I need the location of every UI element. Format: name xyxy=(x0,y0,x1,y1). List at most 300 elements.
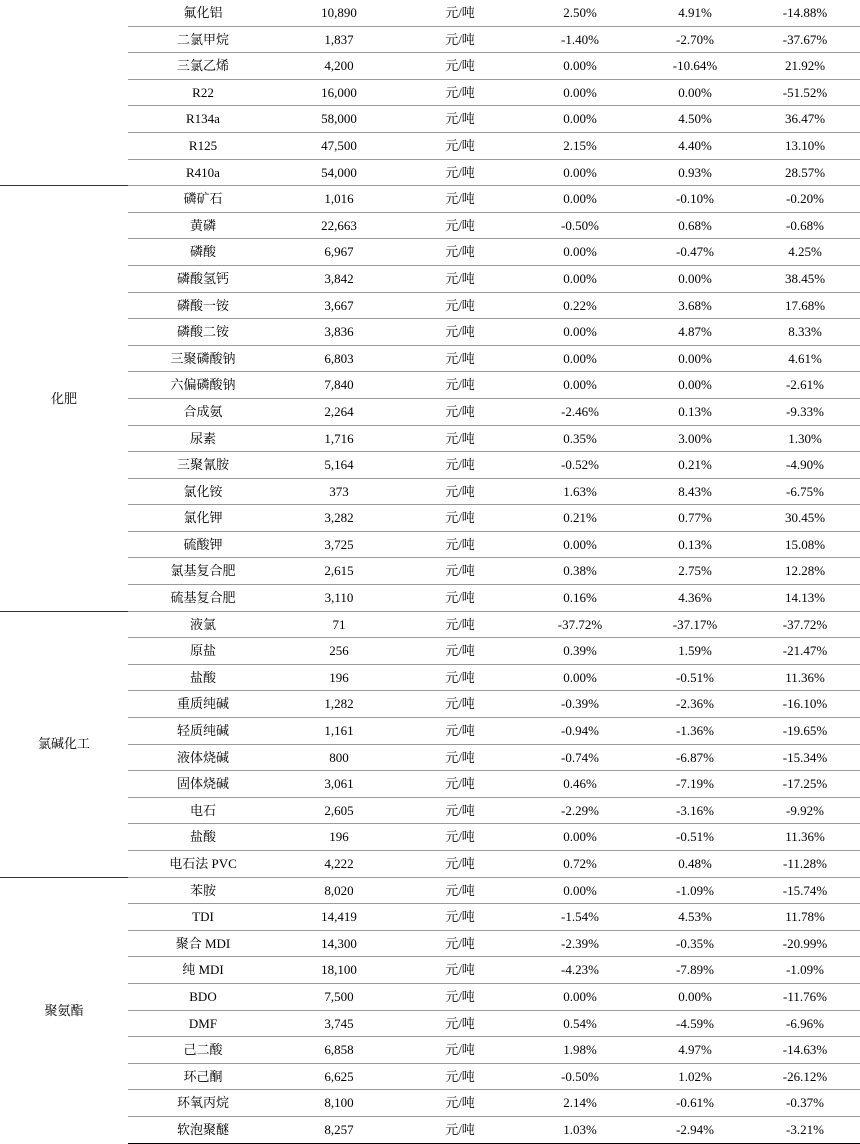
unit-cell: 元/吨 xyxy=(400,957,520,984)
change-1-cell: 0.00% xyxy=(520,983,640,1010)
change-2-cell: 0.00% xyxy=(640,345,750,372)
product-name-cell: R125 xyxy=(128,132,278,159)
table-row xyxy=(0,691,860,718)
table-row xyxy=(0,398,860,425)
table-row xyxy=(0,558,860,585)
unit-cell: 元/吨 xyxy=(400,824,520,851)
change-2-cell: -0.51% xyxy=(640,664,750,691)
change-1-cell: -0.74% xyxy=(520,744,640,771)
change-1-cell: 0.00% xyxy=(520,79,640,106)
change-2-cell: 3.00% xyxy=(640,425,750,452)
change-2-cell: 2.75% xyxy=(640,558,750,585)
change-2-cell: 0.00% xyxy=(640,265,750,292)
change-1-cell: 0.00% xyxy=(520,239,640,266)
product-name-cell: 软泡聚醚 xyxy=(128,1116,278,1143)
product-name-cell: R410a xyxy=(128,159,278,186)
change-2-cell: 0.13% xyxy=(640,398,750,425)
unit-cell: 元/吨 xyxy=(400,159,520,186)
price-cell: 6,967 xyxy=(278,239,400,266)
change-2-cell: 4.53% xyxy=(640,904,750,931)
change-3-cell: -0.37% xyxy=(750,1090,860,1117)
unit-cell: 元/吨 xyxy=(400,398,520,425)
change-1-cell: 0.00% xyxy=(520,531,640,558)
change-1-cell: -0.52% xyxy=(520,452,640,479)
change-1-cell: -37.72% xyxy=(520,611,640,638)
price-cell: 14,300 xyxy=(278,930,400,957)
unit-cell: 元/吨 xyxy=(400,1010,520,1037)
table-row xyxy=(0,1063,860,1090)
change-2-cell: -0.61% xyxy=(640,1090,750,1117)
change-2-cell: -7.89% xyxy=(640,957,750,984)
change-3-cell: -37.72% xyxy=(750,611,860,638)
unit-cell: 元/吨 xyxy=(400,664,520,691)
change-2-cell: -10.64% xyxy=(640,53,750,80)
change-1-cell: 0.00% xyxy=(520,319,640,346)
change-2-cell: 4.91% xyxy=(640,0,750,26)
change-2-cell: -37.17% xyxy=(640,611,750,638)
change-1-cell: 0.72% xyxy=(520,851,640,878)
unit-cell: 元/吨 xyxy=(400,904,520,931)
unit-cell: 元/吨 xyxy=(400,851,520,878)
change-1-cell: 0.22% xyxy=(520,292,640,319)
table-row xyxy=(0,505,860,532)
table-row xyxy=(0,372,860,399)
unit-cell: 元/吨 xyxy=(400,319,520,346)
change-3-cell: -6.75% xyxy=(750,478,860,505)
change-1-cell: -2.29% xyxy=(520,797,640,824)
change-2-cell: -1.09% xyxy=(640,877,750,904)
table-row xyxy=(0,1010,860,1037)
change-1-cell: -1.54% xyxy=(520,904,640,931)
table-row xyxy=(0,797,860,824)
product-name-cell: TDI xyxy=(128,904,278,931)
change-1-cell: 0.00% xyxy=(520,186,640,213)
product-name-cell: R22 xyxy=(128,79,278,106)
change-3-cell: 28.57% xyxy=(750,159,860,186)
price-cell: 7,840 xyxy=(278,372,400,399)
change-1-cell: 1.63% xyxy=(520,478,640,505)
table-row xyxy=(0,212,860,239)
price-cell: 800 xyxy=(278,744,400,771)
product-name-cell: 尿素 xyxy=(128,425,278,452)
change-1-cell: 0.54% xyxy=(520,1010,640,1037)
product-name-cell: 磷酸氢钙 xyxy=(128,265,278,292)
price-cell: 22,663 xyxy=(278,212,400,239)
change-3-cell: 38.45% xyxy=(750,265,860,292)
product-name-cell: 三聚磷酸钠 xyxy=(128,345,278,372)
product-name-cell: 电石法 PVC xyxy=(128,851,278,878)
change-2-cell: 0.00% xyxy=(640,983,750,1010)
change-3-cell: -1.09% xyxy=(750,957,860,984)
unit-cell: 元/吨 xyxy=(400,53,520,80)
product-name-cell: 氟化铝 xyxy=(128,0,278,26)
product-name-cell: 磷酸一铵 xyxy=(128,292,278,319)
change-3-cell: 11.36% xyxy=(750,664,860,691)
change-1-cell: 0.00% xyxy=(520,877,640,904)
price-cell: 4,222 xyxy=(278,851,400,878)
price-cell: 3,667 xyxy=(278,292,400,319)
price-cell: 3,110 xyxy=(278,585,400,612)
product-name-cell: 环己酮 xyxy=(128,1063,278,1090)
change-1-cell: -2.39% xyxy=(520,930,640,957)
change-2-cell: 1.59% xyxy=(640,638,750,665)
price-cell: 1,716 xyxy=(278,425,400,452)
product-name-cell: 氯化铵 xyxy=(128,478,278,505)
product-name-cell: 氯基复合肥 xyxy=(128,558,278,585)
table-row xyxy=(0,744,860,771)
table-row xyxy=(0,186,860,213)
change-1-cell: 0.38% xyxy=(520,558,640,585)
change-3-cell: -4.90% xyxy=(750,452,860,479)
product-name-cell: R134a xyxy=(128,106,278,133)
change-1-cell: 0.00% xyxy=(520,345,640,372)
product-name-cell: 三氯乙烯 xyxy=(128,53,278,80)
price-cell: 47,500 xyxy=(278,132,400,159)
change-3-cell: -9.92% xyxy=(750,797,860,824)
change-2-cell: 4.50% xyxy=(640,106,750,133)
unit-cell: 元/吨 xyxy=(400,930,520,957)
unit-cell: 元/吨 xyxy=(400,132,520,159)
change-2-cell: -4.59% xyxy=(640,1010,750,1037)
table-row xyxy=(0,983,860,1010)
table-row xyxy=(0,1037,860,1064)
change-2-cell: 4.40% xyxy=(640,132,750,159)
change-2-cell: 4.36% xyxy=(640,585,750,612)
change-2-cell: -2.36% xyxy=(640,691,750,718)
change-1-cell: 0.39% xyxy=(520,638,640,665)
product-name-cell: 三聚氰胺 xyxy=(128,452,278,479)
price-cell: 256 xyxy=(278,638,400,665)
price-cell: 58,000 xyxy=(278,106,400,133)
change-3-cell: -20.99% xyxy=(750,930,860,957)
table-row xyxy=(0,159,860,186)
change-3-cell: 1.30% xyxy=(750,425,860,452)
unit-cell: 元/吨 xyxy=(400,1063,520,1090)
change-3-cell: 17.68% xyxy=(750,292,860,319)
change-1-cell: -2.46% xyxy=(520,398,640,425)
unit-cell: 元/吨 xyxy=(400,744,520,771)
price-cell: 4,200 xyxy=(278,53,400,80)
change-2-cell: -6.87% xyxy=(640,744,750,771)
table-row xyxy=(0,771,860,798)
category-cell xyxy=(0,0,128,186)
change-2-cell: 4.87% xyxy=(640,319,750,346)
unit-cell: 元/吨 xyxy=(400,452,520,479)
change-1-cell: -0.94% xyxy=(520,718,640,745)
price-cell: 8,100 xyxy=(278,1090,400,1117)
unit-cell: 元/吨 xyxy=(400,26,520,53)
change-3-cell: -16.10% xyxy=(750,691,860,718)
change-2-cell: 4.97% xyxy=(640,1037,750,1064)
price-cell: 196 xyxy=(278,824,400,851)
unit-cell: 元/吨 xyxy=(400,79,520,106)
change-1-cell: 1.98% xyxy=(520,1037,640,1064)
price-cell: 6,803 xyxy=(278,345,400,372)
table-row xyxy=(0,904,860,931)
change-1-cell: 0.21% xyxy=(520,505,640,532)
change-3-cell: 15.08% xyxy=(750,531,860,558)
price-cell: 3,061 xyxy=(278,771,400,798)
change-3-cell: -15.74% xyxy=(750,877,860,904)
price-cell: 18,100 xyxy=(278,957,400,984)
product-name-cell: 重质纯碱 xyxy=(128,691,278,718)
unit-cell: 元/吨 xyxy=(400,372,520,399)
table-row xyxy=(0,957,860,984)
table-row xyxy=(0,930,860,957)
change-2-cell: 8.43% xyxy=(640,478,750,505)
change-3-cell: -9.33% xyxy=(750,398,860,425)
change-3-cell: -21.47% xyxy=(750,638,860,665)
table-row xyxy=(0,611,860,638)
price-cell: 16,000 xyxy=(278,79,400,106)
unit-cell: 元/吨 xyxy=(400,983,520,1010)
price-cell: 1,161 xyxy=(278,718,400,745)
price-cell: 8,020 xyxy=(278,877,400,904)
unit-cell: 元/吨 xyxy=(400,1116,520,1143)
price-cell: 3,282 xyxy=(278,505,400,532)
change-1-cell: -0.39% xyxy=(520,691,640,718)
change-2-cell: 1.02% xyxy=(640,1063,750,1090)
change-2-cell: 0.00% xyxy=(640,79,750,106)
product-name-cell: 二氯甲烷 xyxy=(128,26,278,53)
change-3-cell: 14.13% xyxy=(750,585,860,612)
price-cell: 3,725 xyxy=(278,531,400,558)
price-cell: 6,858 xyxy=(278,1037,400,1064)
product-name-cell: 盐酸 xyxy=(128,664,278,691)
unit-cell: 元/吨 xyxy=(400,585,520,612)
change-3-cell: -51.52% xyxy=(750,79,860,106)
change-3-cell: -11.28% xyxy=(750,851,860,878)
unit-cell: 元/吨 xyxy=(400,771,520,798)
change-1-cell: 0.00% xyxy=(520,106,640,133)
product-name-cell: BDO xyxy=(128,983,278,1010)
price-cell: 8,257 xyxy=(278,1116,400,1143)
change-3-cell: -2.61% xyxy=(750,372,860,399)
product-name-cell: 磷酸 xyxy=(128,239,278,266)
price-cell: 10,890 xyxy=(278,0,400,26)
unit-cell: 元/吨 xyxy=(400,718,520,745)
table-row xyxy=(0,265,860,292)
product-name-cell: 液体烧碱 xyxy=(128,744,278,771)
change-1-cell: 2.15% xyxy=(520,132,640,159)
price-cell: 5,164 xyxy=(278,452,400,479)
table-row xyxy=(0,26,860,53)
change-1-cell: 2.50% xyxy=(520,0,640,26)
table-row xyxy=(0,1090,860,1117)
price-cell: 2,615 xyxy=(278,558,400,585)
price-cell: 3,836 xyxy=(278,319,400,346)
product-name-cell: 氯化钾 xyxy=(128,505,278,532)
change-3-cell: 11.36% xyxy=(750,824,860,851)
change-1-cell: 0.00% xyxy=(520,824,640,851)
table-row xyxy=(0,239,860,266)
table-row xyxy=(0,292,860,319)
change-2-cell: -3.16% xyxy=(640,797,750,824)
price-cell: 196 xyxy=(278,664,400,691)
change-1-cell: -0.50% xyxy=(520,1063,640,1090)
change-3-cell: -0.20% xyxy=(750,186,860,213)
change-1-cell: 2.14% xyxy=(520,1090,640,1117)
product-name-cell: 六偏磷酸钠 xyxy=(128,372,278,399)
price-cell: 1,016 xyxy=(278,186,400,213)
price-cell: 373 xyxy=(278,478,400,505)
change-3-cell: -14.88% xyxy=(750,0,860,26)
price-cell: 2,605 xyxy=(278,797,400,824)
unit-cell: 元/吨 xyxy=(400,877,520,904)
unit-cell: 元/吨 xyxy=(400,186,520,213)
change-3-cell: -37.67% xyxy=(750,26,860,53)
change-3-cell: 30.45% xyxy=(750,505,860,532)
change-2-cell: 0.68% xyxy=(640,212,750,239)
table-row xyxy=(0,425,860,452)
change-2-cell: -2.70% xyxy=(640,26,750,53)
price-cell: 3,745 xyxy=(278,1010,400,1037)
unit-cell: 元/吨 xyxy=(400,691,520,718)
change-1-cell: 0.35% xyxy=(520,425,640,452)
change-3-cell: 36.47% xyxy=(750,106,860,133)
change-2-cell: 0.93% xyxy=(640,159,750,186)
product-name-cell: 环氧丙烷 xyxy=(128,1090,278,1117)
unit-cell: 元/吨 xyxy=(400,212,520,239)
change-3-cell: 21.92% xyxy=(750,53,860,80)
product-name-cell: 磷矿石 xyxy=(128,186,278,213)
change-2-cell: 0.00% xyxy=(640,372,750,399)
unit-cell: 元/吨 xyxy=(400,106,520,133)
table-row xyxy=(0,664,860,691)
change-2-cell: 0.48% xyxy=(640,851,750,878)
product-name-cell: 液氯 xyxy=(128,611,278,638)
price-cell: 14,419 xyxy=(278,904,400,931)
change-1-cell: 0.00% xyxy=(520,265,640,292)
price-cell: 54,000 xyxy=(278,159,400,186)
price-cell: 1,282 xyxy=(278,691,400,718)
unit-cell: 元/吨 xyxy=(400,797,520,824)
unit-cell: 元/吨 xyxy=(400,505,520,532)
product-name-cell: 轻质纯碱 xyxy=(128,718,278,745)
unit-cell: 元/吨 xyxy=(400,239,520,266)
unit-cell: 元/吨 xyxy=(400,425,520,452)
price-cell: 3,842 xyxy=(278,265,400,292)
product-name-cell: 硫基复合肥 xyxy=(128,585,278,612)
product-name-cell: 聚合 MDI xyxy=(128,930,278,957)
product-name-cell: 硫酸钾 xyxy=(128,531,278,558)
change-3-cell: -14.63% xyxy=(750,1037,860,1064)
change-1-cell: -0.50% xyxy=(520,212,640,239)
table-row xyxy=(0,132,860,159)
unit-cell: 元/吨 xyxy=(400,345,520,372)
change-1-cell: 0.00% xyxy=(520,159,640,186)
change-2-cell: 3.68% xyxy=(640,292,750,319)
change-1-cell: 0.16% xyxy=(520,585,640,612)
price-cell: 6,625 xyxy=(278,1063,400,1090)
change-1-cell: -1.40% xyxy=(520,26,640,53)
price-cell: 7,500 xyxy=(278,983,400,1010)
product-name-cell: 纯 MDI xyxy=(128,957,278,984)
change-1-cell: 0.46% xyxy=(520,771,640,798)
price-cell: 71 xyxy=(278,611,400,638)
change-1-cell: 0.00% xyxy=(520,372,640,399)
change-3-cell: 4.25% xyxy=(750,239,860,266)
change-3-cell: -3.21% xyxy=(750,1116,860,1143)
change-3-cell: 4.61% xyxy=(750,345,860,372)
change-3-cell: 11.78% xyxy=(750,904,860,931)
table-row xyxy=(0,319,860,346)
change-1-cell: 0.00% xyxy=(520,53,640,80)
price-cell: 1,837 xyxy=(278,26,400,53)
change-3-cell: -15.34% xyxy=(750,744,860,771)
change-2-cell: 0.21% xyxy=(640,452,750,479)
product-name-cell: 己二酸 xyxy=(128,1037,278,1064)
change-2-cell: -2.94% xyxy=(640,1116,750,1143)
change-3-cell: 12.28% xyxy=(750,558,860,585)
change-3-cell: -26.12% xyxy=(750,1063,860,1090)
unit-cell: 元/吨 xyxy=(400,265,520,292)
table-row xyxy=(0,638,860,665)
change-1-cell: 1.03% xyxy=(520,1116,640,1143)
product-name-cell: 电石 xyxy=(128,797,278,824)
table-row xyxy=(0,345,860,372)
unit-cell: 元/吨 xyxy=(400,1090,520,1117)
product-name-cell: 合成氨 xyxy=(128,398,278,425)
table-row xyxy=(0,0,860,26)
product-name-cell: 磷酸二铵 xyxy=(128,319,278,346)
table-row xyxy=(0,79,860,106)
unit-cell: 元/吨 xyxy=(400,1037,520,1064)
category-cell: 氯碱化工 xyxy=(0,611,128,877)
unit-cell: 元/吨 xyxy=(400,292,520,319)
unit-cell: 元/吨 xyxy=(400,611,520,638)
product-name-cell: 原盐 xyxy=(128,638,278,665)
category-cell: 化肥 xyxy=(0,186,128,612)
table-row xyxy=(0,452,860,479)
unit-cell: 元/吨 xyxy=(400,531,520,558)
category-cell: 聚氨酯 xyxy=(0,877,128,1143)
change-2-cell: -1.36% xyxy=(640,718,750,745)
product-name-cell: 盐酸 xyxy=(128,824,278,851)
change-2-cell: -0.47% xyxy=(640,239,750,266)
change-1-cell: -4.23% xyxy=(520,957,640,984)
change-2-cell: 0.77% xyxy=(640,505,750,532)
table-row xyxy=(0,1116,860,1143)
table-row xyxy=(0,53,860,80)
change-2-cell: -0.35% xyxy=(640,930,750,957)
change-2-cell: -0.10% xyxy=(640,186,750,213)
unit-cell: 元/吨 xyxy=(400,0,520,26)
change-3-cell: -0.68% xyxy=(750,212,860,239)
change-1-cell: 0.00% xyxy=(520,664,640,691)
change-3-cell: -6.96% xyxy=(750,1010,860,1037)
table-row xyxy=(0,585,860,612)
change-2-cell: 0.13% xyxy=(640,531,750,558)
product-name-cell: 苯胺 xyxy=(128,877,278,904)
price-cell: 2,264 xyxy=(278,398,400,425)
table-row xyxy=(0,478,860,505)
table-row xyxy=(0,718,860,745)
product-name-cell: DMF xyxy=(128,1010,278,1037)
product-name-cell: 固体烧碱 xyxy=(128,771,278,798)
change-3-cell: -11.76% xyxy=(750,983,860,1010)
change-2-cell: -7.19% xyxy=(640,771,750,798)
table-row xyxy=(0,106,860,133)
change-3-cell: 8.33% xyxy=(750,319,860,346)
table-row xyxy=(0,824,860,851)
table-row xyxy=(0,877,860,904)
change-3-cell: 13.10% xyxy=(750,132,860,159)
change-3-cell: -17.25% xyxy=(750,771,860,798)
change-2-cell: -0.51% xyxy=(640,824,750,851)
table-row xyxy=(0,851,860,878)
unit-cell: 元/吨 xyxy=(400,638,520,665)
